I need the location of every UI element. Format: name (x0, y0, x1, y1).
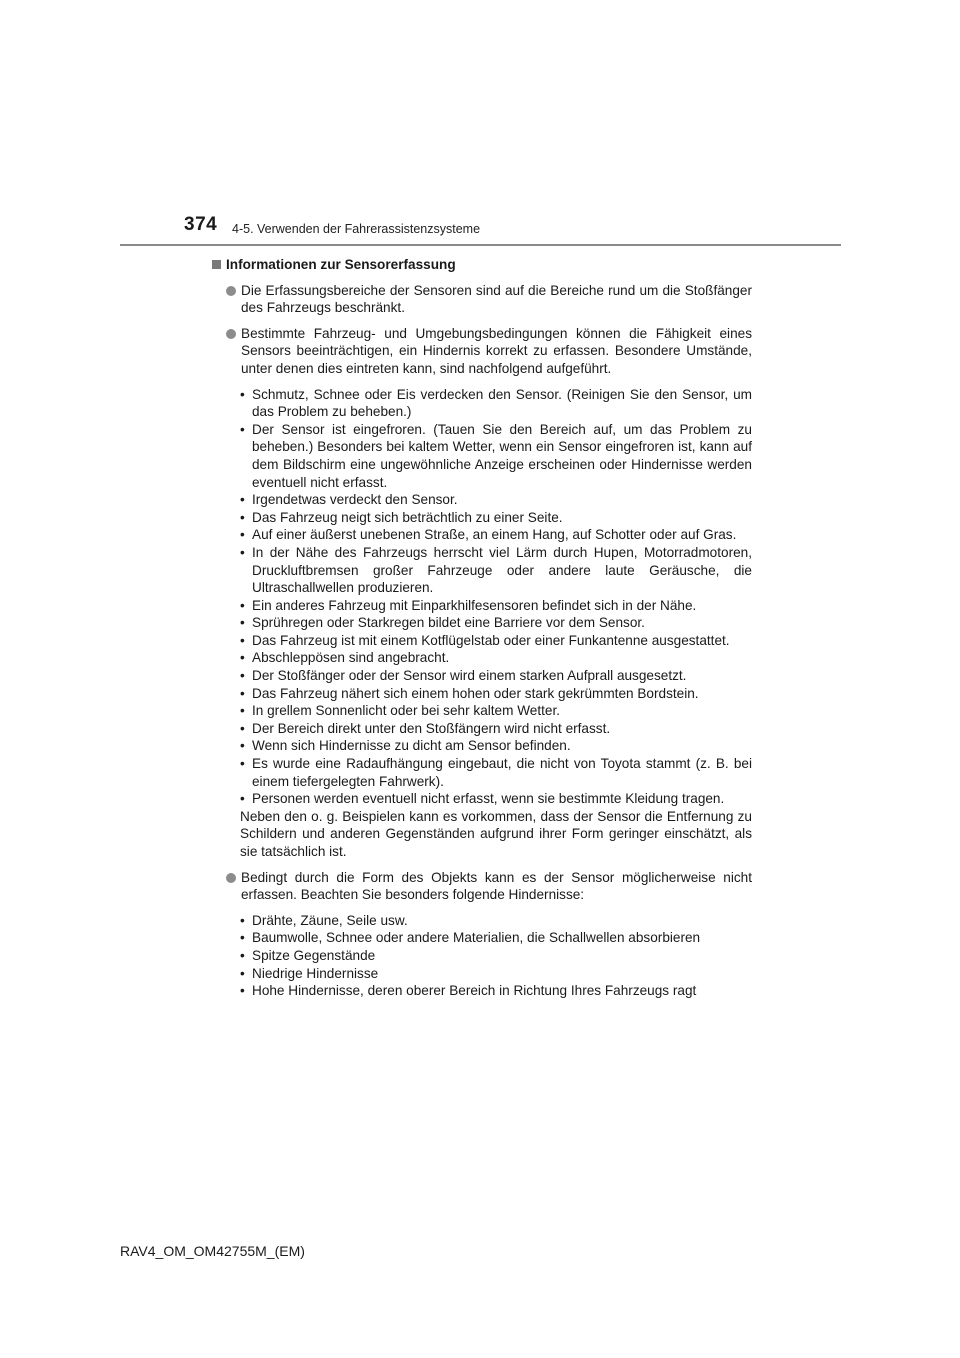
bullet-dot: • (240, 738, 245, 754)
header-rule (120, 244, 841, 246)
bullet-dot: • (240, 685, 245, 701)
chapter-title: 4-5. Verwenden der Fahrerassistenzsysteme (232, 222, 481, 236)
bullet-dot: • (240, 615, 245, 631)
paragraph (226, 282, 752, 317)
list-item: • Es wurde eine Radaufhängung eingebaut, die nicht von Toyota stammt (z. B. bei einem tiefergelegten Fahrwerk). (240, 756, 752, 789)
footer-doc-code: RAV4_OM_OM42755M_(EM) (120, 1243, 305, 1259)
list-item: • Schmutz, Schnee oder Eis verdecken den Sensor. (Reinigen Sie den Sensor, um das Problem zu beheben.) (240, 386, 752, 420)
bullet-dot: • (240, 632, 245, 648)
list-item: • Irgendetwas verdeckt den Sensor. (240, 492, 458, 508)
circle-bullet-icon (226, 286, 236, 296)
circle-bullet-icon (226, 873, 236, 883)
list-item: • Der Sensor ist eingefroren. (Tauen Sie den Bereich auf, um das Problem zu beheben.) Besonders bei kaltem Wetter, wenn ein Sensor eingefroren ist, kann auf dem Bildschirm eine ungewöhnliche Anzeige erscheinen oder Hindernisse werden eventuell nicht erfasst. (240, 421, 752, 490)
bullet-dot: • (240, 930, 245, 946)
page-content (212, 256, 752, 1000)
note-text: Neben den o. g. Beispielen kann es vorkommen, dass der Sensor die Entfernung zu Schildern und anderen Gegenständen aufgrund ihrer Form geringer einschätzt, als sie tatsächlich ist. (240, 808, 752, 859)
list-item: • Drähte, Zäune, Seile usw. (240, 912, 408, 928)
bullet-dot: • (240, 492, 245, 508)
bullet-dot: • (240, 509, 245, 525)
obstacles-list (240, 912, 752, 1000)
list-item: • Das Fahrzeug nähert sich einem hohen oder stark gekrümmten Bordstein. (240, 685, 699, 701)
bullet-dot: • (240, 527, 245, 543)
bullet-dot: • (240, 703, 245, 719)
bullet-dot: • (240, 421, 245, 437)
bullet-dot: • (240, 650, 245, 666)
list-item: • In der Nähe des Fahrzeugs herrscht viel Lärm durch Hupen, Motorradmotoren, Druckluftbremsen großer Fahrzeuge oder andere laute Geräusche, die Ultraschallwellen produzieren. (240, 544, 752, 596)
square-bullet-icon (212, 260, 221, 269)
list-item: • Spitze Gegenstände (240, 947, 376, 963)
list-item: • In grellem Sonnenlicht oder bei sehr kaltem Wetter. (240, 703, 561, 719)
list-item: • Wenn sich Hindernisse zu dicht am Sensor befinden. (240, 738, 571, 754)
bullet-dot: • (240, 947, 245, 963)
list-item: • Auf einer äußerst unebenen Straße, an einem Hang, auf Schotter oder auf Gras. (240, 527, 737, 543)
conditions-list (240, 386, 752, 808)
bullet-dot: • (240, 544, 245, 560)
list-item: • Das Fahrzeug ist mit einem Kotflügelstab oder einer Funkantenne ausgestattet. (240, 632, 730, 648)
list-item: • Das Fahrzeug neigt sich beträchtlich zu einer Seite. (240, 509, 563, 525)
bullet-dot: • (240, 668, 245, 684)
paragraph-text: Die Erfassungsbereiche der Sensoren sind auf die Bereiche rund um die Stoßfänger des Fahrzeugs beschränkt. (241, 282, 752, 316)
bullet-dot: • (240, 983, 245, 999)
list-item: • Abschleppösen sind angebracht. (240, 650, 450, 666)
bullet-dot: • (240, 597, 245, 613)
bullet-dot: • (240, 720, 245, 736)
list-item: • Niedrige Hindernisse (240, 965, 379, 981)
page-number: 374 (184, 214, 218, 235)
bullet-dot: • (240, 791, 245, 807)
paragraph (226, 869, 752, 904)
paragraph-text: Bestimmte Fahrzeug- und Umgebungsbedingungen können die Fähigkeit eines Sensors beeinträchtigen, ein Hindernis korrekt zu erfassen. Besondere Umstände, unter denen dies eintreten kann, sind nachfolgend aufgeführt. (241, 325, 752, 376)
paragraph (226, 325, 752, 378)
list-item: • Baumwolle, Schnee oder andere Materialien, die Schallwellen absorbieren (240, 930, 701, 946)
bullet-dot: • (240, 756, 245, 772)
list-item: • Der Stoßfänger oder der Sensor wird einem starken Aufprall ausgesetzt. (240, 668, 687, 684)
bullet-dot: • (240, 912, 245, 928)
list-item: • Hohe Hindernisse, deren oberer Bereich in Richtung Ihres Fahrzeugs ragt (240, 983, 697, 999)
list-item: • Der Bereich direkt unter den Stoßfängern wird nicht erfasst. (240, 720, 611, 736)
bullet-dot: • (240, 386, 245, 402)
circle-bullet-icon (226, 329, 236, 339)
list-item: • Sprühregen oder Starkregen bildet eine Barriere vor dem Sensor. (240, 615, 645, 631)
list-item: • Ein anderes Fahrzeug mit Einparkhilfesensoren befindet sich in der Nähe. (240, 597, 697, 613)
list-item: • Personen werden eventuell nicht erfasst, wenn sie bestimmte Kleidung tragen. (240, 791, 725, 807)
bullet-dot: • (240, 965, 245, 981)
paragraph-text: Bedingt durch die Form des Objekts kann es der Sensor möglicherweise nicht erfassen. Beachten Sie besonders folgende Hindernisse: (241, 869, 752, 903)
section-heading-text: Informationen zur Sensorerfassung (226, 257, 456, 272)
section-heading (212, 256, 752, 274)
